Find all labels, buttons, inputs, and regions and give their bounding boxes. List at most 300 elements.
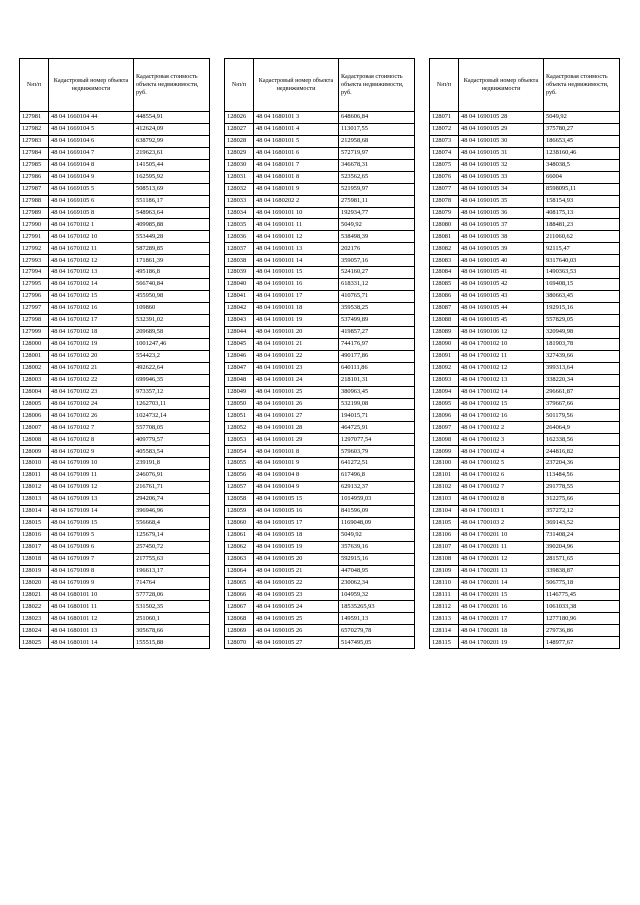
- cell-cadastral-number: 48 04 1700102 11: [459, 350, 544, 362]
- cell-row-number: 128104: [430, 505, 459, 517]
- cell-cadastral-number: 48 04 1690101 22: [254, 350, 339, 362]
- cell-row-number: 128102: [430, 482, 459, 494]
- cell-row-number: 128013: [20, 494, 49, 506]
- table-row: [430, 112, 620, 124]
- cell-cadastral-number: 48 04 1690101 17: [254, 291, 339, 303]
- cell-cadastral-value: 181903,78: [544, 338, 620, 350]
- cell-cadastral-value: 104959,32: [339, 589, 415, 601]
- cell-row-number: 128078: [430, 195, 459, 207]
- cell-cadastral-value: 390204,96: [544, 541, 620, 553]
- cell-cadastral-number: 48 04 1700201 16: [459, 601, 544, 613]
- cell-cadastral-number: 48 04 1700102 2: [459, 422, 544, 434]
- cell-row-number: 128052: [225, 422, 254, 434]
- cell-row-number: 128059: [225, 505, 254, 517]
- cell-row-number: 128112: [430, 601, 459, 613]
- cell-row-number: 128110: [430, 577, 459, 589]
- cell-cadastral-value: 196613,17: [134, 565, 210, 577]
- cell-cadastral-number: 48 04 1669105 5: [49, 183, 134, 195]
- cell-cadastral-number: 48 04 1670102 24: [49, 398, 134, 410]
- cell-row-number: 128072: [430, 123, 459, 135]
- cell-cadastral-value: 629132,37: [339, 482, 415, 494]
- cell-cadastral-value: 557829,05: [544, 314, 620, 326]
- cell-row-number: 127999: [20, 326, 49, 338]
- cell-cadastral-number: 48 04 1669104 6: [49, 135, 134, 147]
- cell-cadastral-value: 1024732,14: [134, 410, 210, 422]
- cell-cadastral-number: 48 04 1669105 6: [49, 195, 134, 207]
- cell-cadastral-number: 48 04 1690105 21: [254, 565, 339, 577]
- table-row: [20, 314, 210, 326]
- cell-cadastral-value: 5049,92: [544, 112, 620, 124]
- cell-row-number: 128107: [430, 541, 459, 553]
- cell-cadastral-number: 48 04 1679109 6: [49, 541, 134, 553]
- cell-cadastral-value: 9317640,03: [544, 255, 620, 267]
- table-row: [225, 326, 415, 338]
- cell-cadastral-value: 841596,09: [339, 505, 415, 517]
- cell-cadastral-value: 579603,79: [339, 446, 415, 458]
- cell-row-number: 128095: [430, 398, 459, 410]
- table-row: [20, 183, 210, 195]
- cell-row-number: 128047: [225, 362, 254, 374]
- cell-cadastral-number: 48 04 1690101 20: [254, 326, 339, 338]
- cell-cadastral-number: 48 04 1680101 9: [254, 183, 339, 195]
- table-row: [430, 207, 620, 219]
- cell-row-number: 128057: [225, 482, 254, 494]
- table-row: [430, 565, 620, 577]
- table-row: [20, 541, 210, 553]
- cell-cadastral-number: 48 04 1700102 7: [459, 482, 544, 494]
- cell-row-number: 127996: [20, 291, 49, 303]
- table-row: [430, 350, 620, 362]
- table-row: [20, 279, 210, 291]
- cell-cadastral-value: 320949,98: [544, 326, 620, 338]
- cell-cadastral-value: 617496,8: [339, 470, 415, 482]
- cell-row-number: 127990: [20, 219, 49, 231]
- cell-row-number: 128038: [225, 255, 254, 267]
- cell-cadastral-number: 48 04 1690101 21: [254, 338, 339, 350]
- cell-cadastral-number: 48 04 1690101 19: [254, 314, 339, 326]
- cell-cadastral-value: 1297077,54: [339, 434, 415, 446]
- cell-cadastral-value: 380663,45: [544, 291, 620, 303]
- cell-row-number: 128101: [430, 470, 459, 482]
- cell-cadastral-number: 48 04 1690105 41: [459, 267, 544, 279]
- cell-cadastral-value: 554423,2: [134, 350, 210, 362]
- cell-cadastral-value: 1061033,38: [544, 601, 620, 613]
- table-header-row: [20, 59, 210, 112]
- cell-row-number: 127994: [20, 267, 49, 279]
- cell-cadastral-number: 48 04 1690101 16: [254, 279, 339, 291]
- cell-cadastral-number: 48 04 1670102 1: [49, 219, 134, 231]
- cell-row-number: 128012: [20, 482, 49, 494]
- cell-cadastral-value: 194015,71: [339, 410, 415, 422]
- cell-cadastral-value: 551186,17: [134, 195, 210, 207]
- cell-cadastral-number: 48 04 1680101 12: [49, 613, 134, 625]
- table-row: [430, 422, 620, 434]
- cell-row-number: 128028: [225, 135, 254, 147]
- cell-cadastral-value: 577728,06: [134, 589, 210, 601]
- cell-cadastral-number: 48 04 1690105 25: [254, 613, 339, 625]
- table-row: [20, 434, 210, 446]
- table-row: [225, 112, 415, 124]
- table-row: [225, 195, 415, 207]
- table-row: [225, 637, 415, 649]
- cell-cadastral-value: 211060,62: [544, 231, 620, 243]
- cell-row-number: 128064: [225, 565, 254, 577]
- cell-row-number: 128010: [20, 458, 49, 470]
- cell-cadastral-number: 48 04 1670102 26: [49, 410, 134, 422]
- cell-cadastral-value: 244816,82: [544, 446, 620, 458]
- column-header-cadastral-value: Кадастровая стоимость объекта недвижимости, руб.: [134, 59, 210, 112]
- table-row: [225, 434, 415, 446]
- cell-row-number: 128022: [20, 601, 49, 613]
- cell-cadastral-value: 155515,88: [134, 637, 210, 649]
- cell-cadastral-value: 369143,52: [544, 517, 620, 529]
- cell-cadastral-number: 48 04 1690105 30: [459, 135, 544, 147]
- cell-cadastral-number: 48 04 1679109 11: [49, 470, 134, 482]
- cell-cadastral-number: 48 04 1660104 44: [49, 112, 134, 124]
- cell-cadastral-number: 48 04 1679109 13: [49, 494, 134, 506]
- cell-row-number: 128097: [430, 422, 459, 434]
- cell-row-number: 128033: [225, 195, 254, 207]
- cell-row-number: 128105: [430, 517, 459, 529]
- table-row: [225, 159, 415, 171]
- cell-cadastral-number: 48 04 1679109 15: [49, 517, 134, 529]
- cell-row-number: 128014: [20, 505, 49, 517]
- cell-cadastral-value: 714764: [134, 577, 210, 589]
- cell-cadastral-value: 264064,9: [544, 422, 620, 434]
- cell-row-number: 128077: [430, 183, 459, 195]
- table-row: [430, 637, 620, 649]
- cell-cadastral-number: 48 04 1690101 29: [254, 434, 339, 446]
- cell-cadastral-number: 48 04 1680101 13: [49, 625, 134, 637]
- cell-cadastral-value: 508513,69: [134, 183, 210, 195]
- cell-row-number: 128051: [225, 410, 254, 422]
- cell-cadastral-value: 66004: [544, 171, 620, 183]
- cell-cadastral-number: 48 04 1690105 36: [459, 207, 544, 219]
- cell-row-number: 127983: [20, 135, 49, 147]
- cell-cadastral-number: 48 04 1690105 20: [254, 553, 339, 565]
- table-row: [430, 291, 620, 303]
- table-row: [225, 494, 415, 506]
- table-row: [430, 529, 620, 541]
- table-row: [20, 147, 210, 159]
- cell-row-number: 128001: [20, 350, 49, 362]
- cell-cadastral-number: 48 04 1690105 42: [459, 279, 544, 291]
- cell-row-number: 128073: [430, 135, 459, 147]
- cell-cadastral-number: 48 04 1679109 12: [49, 482, 134, 494]
- cell-cadastral-number: 48 04 1679109 10: [49, 458, 134, 470]
- cell-cadastral-value: 375780,27: [544, 123, 620, 135]
- cell-row-number: 128056: [225, 470, 254, 482]
- cell-row-number: 128074: [430, 147, 459, 159]
- table-row: [430, 446, 620, 458]
- cell-cadastral-number: 48 04 1690101 13: [254, 243, 339, 255]
- table-row: [20, 231, 210, 243]
- cell-cadastral-number: 48 04 1690105 31: [459, 147, 544, 159]
- cell-cadastral-number: 48 04 1690105 39: [459, 243, 544, 255]
- cell-cadastral-value: 305678,66: [134, 625, 210, 637]
- cell-row-number: 128115: [430, 637, 459, 649]
- table-row: [20, 303, 210, 315]
- cell-row-number: 127993: [20, 255, 49, 267]
- cell-cadastral-number: 48 04 1690105 28: [459, 112, 544, 124]
- table-row: [225, 398, 415, 410]
- cell-cadastral-value: 553449,28: [134, 231, 210, 243]
- cell-row-number: 128006: [20, 410, 49, 422]
- table-row: [20, 255, 210, 267]
- cell-cadastral-value: 1169048,09: [339, 517, 415, 529]
- table-row: [430, 398, 620, 410]
- cell-cadastral-number: 48 04 1700102 16: [459, 410, 544, 422]
- table-row: [20, 637, 210, 649]
- cell-cadastral-number: 48 04 1690105 32: [459, 159, 544, 171]
- cell-cadastral-number: 48 04 1690105 38: [459, 231, 544, 243]
- table-row: [430, 183, 620, 195]
- table-row: [20, 374, 210, 386]
- cell-cadastral-number: 48 04 1690105 16: [254, 505, 339, 517]
- cell-row-number: 128067: [225, 601, 254, 613]
- table-row: [20, 112, 210, 124]
- cell-row-number: 128032: [225, 183, 254, 195]
- table-row: [225, 553, 415, 565]
- table-row: [20, 362, 210, 374]
- cell-cadastral-number: 48 04 1669105 8: [49, 207, 134, 219]
- table-row: [20, 207, 210, 219]
- table-row: [225, 338, 415, 350]
- cell-cadastral-value: 524160,27: [339, 267, 415, 279]
- cell-cadastral-number: 48 04 1700102 8: [459, 494, 544, 506]
- cell-cadastral-number: 48 04 1700103 2: [459, 517, 544, 529]
- table-row: [20, 243, 210, 255]
- cell-cadastral-value: 202176: [339, 243, 415, 255]
- cell-cadastral-value: 1238160,46: [544, 147, 620, 159]
- cell-cadastral-value: 188481,23: [544, 219, 620, 231]
- cell-cadastral-number: 48 04 1680101 4: [254, 123, 339, 135]
- cell-cadastral-number: 48 04 1680101 6: [254, 147, 339, 159]
- table-row: [430, 303, 620, 315]
- cell-row-number: 128048: [225, 374, 254, 386]
- cell-cadastral-value: 572719,97: [339, 147, 415, 159]
- cell-cadastral-value: 592915,16: [339, 553, 415, 565]
- table-row: [20, 553, 210, 565]
- table-row: [20, 625, 210, 637]
- cell-cadastral-number: 48 04 1690101 12: [254, 231, 339, 243]
- cell-cadastral-value: 538498,39: [339, 231, 415, 243]
- cell-row-number: 128039: [225, 267, 254, 279]
- cell-cadastral-number: 48 04 1680101 8: [254, 171, 339, 183]
- cell-row-number: 128090: [430, 338, 459, 350]
- cell-cadastral-number: 48 04 1700102 5: [459, 458, 544, 470]
- cell-cadastral-number: 48 04 1680101 14: [49, 637, 134, 649]
- cell-row-number: 128034: [225, 207, 254, 219]
- cell-cadastral-number: 48 04 1700102 14: [459, 386, 544, 398]
- cell-cadastral-number: 48 04 1700102 3: [459, 434, 544, 446]
- table-row: [225, 314, 415, 326]
- cell-cadastral-value: 294206,74: [134, 494, 210, 506]
- table-row: [430, 601, 620, 613]
- cell-cadastral-value: 419857,27: [339, 326, 415, 338]
- table-row: [430, 326, 620, 338]
- cell-cadastral-number: 48 04 1690101 11: [254, 219, 339, 231]
- table-header-row: [430, 59, 620, 112]
- table-row: [430, 338, 620, 350]
- cell-row-number: 127998: [20, 314, 49, 326]
- cell-cadastral-value: 216761,71: [134, 482, 210, 494]
- cell-cadastral-number: 48 04 1670102 16: [49, 303, 134, 315]
- cell-row-number: 128108: [430, 553, 459, 565]
- cell-cadastral-value: 291778,55: [544, 482, 620, 494]
- cell-row-number: 128024: [20, 625, 49, 637]
- cell-row-number: 128094: [430, 386, 459, 398]
- table-row: [430, 386, 620, 398]
- cell-row-number: 127997: [20, 303, 49, 315]
- cell-row-number: 128019: [20, 565, 49, 577]
- cell-cadastral-number: 48 04 1700102 4: [459, 446, 544, 458]
- cell-row-number: 128079: [430, 207, 459, 219]
- cell-cadastral-value: 162338,56: [544, 434, 620, 446]
- cell-row-number: 128011: [20, 470, 49, 482]
- cell-cadastral-number: 48 04 1690105 24: [254, 601, 339, 613]
- table-row: [225, 565, 415, 577]
- cell-cadastral-number: 48 04 1690105 27: [254, 637, 339, 649]
- table-row: [430, 517, 620, 529]
- table-row: [20, 326, 210, 338]
- table-row: [430, 541, 620, 553]
- cell-cadastral-number: 48 04 1690101 25: [254, 386, 339, 398]
- cell-cadastral-value: 239191,8: [134, 458, 210, 470]
- table-row: [20, 159, 210, 171]
- cell-cadastral-value: 379667,66: [544, 398, 620, 410]
- cell-row-number: 128054: [225, 446, 254, 458]
- cell-cadastral-number: 48 04 1679109 14: [49, 505, 134, 517]
- cell-row-number: 128049: [225, 386, 254, 398]
- cell-cadastral-value: 587289,85: [134, 243, 210, 255]
- table-row: [20, 517, 210, 529]
- cell-row-number: 128085: [430, 279, 459, 291]
- cell-cadastral-number: 48 04 1679109 5: [49, 529, 134, 541]
- cell-cadastral-number: 48 04 1670102 12: [49, 255, 134, 267]
- cell-cadastral-number: 48 04 1690101 26: [254, 398, 339, 410]
- cell-cadastral-number: 48 04 1670102 9: [49, 446, 134, 458]
- cell-cadastral-value: 405583,54: [134, 446, 210, 458]
- cell-cadastral-number: 48 04 1690105 22: [254, 577, 339, 589]
- cell-cadastral-number: 48 04 1690101 24: [254, 374, 339, 386]
- cell-row-number: 128082: [430, 243, 459, 255]
- table-row: [225, 123, 415, 135]
- cell-cadastral-value: 5147495,05: [339, 637, 415, 649]
- cell-cadastral-number: 48 04 1670102 14: [49, 279, 134, 291]
- cell-row-number: 128045: [225, 338, 254, 350]
- cell-row-number: 128075: [430, 159, 459, 171]
- table-row: [20, 135, 210, 147]
- table-row: [430, 279, 620, 291]
- cell-row-number: 128087: [430, 303, 459, 315]
- table-row: [225, 291, 415, 303]
- cell-row-number: 127989: [20, 207, 49, 219]
- cell-cadastral-value: 1262703,11: [134, 398, 210, 410]
- cell-cadastral-value: 618331,12: [339, 279, 415, 291]
- table-row: [225, 243, 415, 255]
- table-row: [20, 565, 210, 577]
- cell-cadastral-value: 1490363,53: [544, 267, 620, 279]
- cell-cadastral-number: 48 04 1670102 10: [49, 231, 134, 243]
- cell-cadastral-number: 48 04 1690101 27: [254, 410, 339, 422]
- cell-row-number: 128076: [430, 171, 459, 183]
- table-row: [225, 625, 415, 637]
- cell-cadastral-value: 409985,88: [134, 219, 210, 231]
- cell-cadastral-value: 521959,97: [339, 183, 415, 195]
- table-row: [430, 494, 620, 506]
- cell-row-number: 128113: [430, 613, 459, 625]
- column-header-cadastral-number: Кадастровый номер объекта недвижимости: [459, 59, 544, 112]
- cell-cadastral-number: 48 04 1690101 28: [254, 422, 339, 434]
- table-row: [430, 123, 620, 135]
- cell-row-number: 127995: [20, 279, 49, 291]
- cell-cadastral-number: 48 04 1700102 15: [459, 398, 544, 410]
- cell-cadastral-value: 125679,14: [134, 529, 210, 541]
- cell-cadastral-value: 158154,93: [544, 195, 620, 207]
- table-row: [20, 505, 210, 517]
- table-row: [430, 267, 620, 279]
- cell-cadastral-number: 48 04 1690105 44: [459, 303, 544, 315]
- cell-cadastral-number: 48 04 1669104 9: [49, 171, 134, 183]
- table-row: [430, 410, 620, 422]
- cell-cadastral-value: 1146775,45: [544, 589, 620, 601]
- cell-row-number: 128084: [430, 267, 459, 279]
- cell-row-number: 127985: [20, 159, 49, 171]
- table-row: [430, 374, 620, 386]
- cell-cadastral-value: 557708,05: [134, 422, 210, 434]
- cell-row-number: 128098: [430, 434, 459, 446]
- cell-row-number: 128109: [430, 565, 459, 577]
- cell-cadastral-value: 279736,86: [544, 625, 620, 637]
- cell-row-number: 128041: [225, 291, 254, 303]
- table-row: [225, 482, 415, 494]
- cell-cadastral-value: 217755,63: [134, 553, 210, 565]
- table-row: [225, 147, 415, 159]
- cell-cadastral-value: 92115,47: [544, 243, 620, 255]
- cell-row-number: 128070: [225, 637, 254, 649]
- cell-row-number: 128055: [225, 458, 254, 470]
- table-row: [430, 458, 620, 470]
- cell-cadastral-number: 48 04 1690101 8: [254, 446, 339, 458]
- cell-cadastral-value: 408175,13: [544, 207, 620, 219]
- cell-row-number: 128053: [225, 434, 254, 446]
- table-row: [430, 482, 620, 494]
- table-row: [20, 470, 210, 482]
- table-row: [430, 255, 620, 267]
- cell-cadastral-number: 48 04 1670102 19: [49, 338, 134, 350]
- cell-cadastral-value: 348038,5: [544, 159, 620, 171]
- cell-cadastral-value: 1277180,96: [544, 613, 620, 625]
- table-row: [430, 577, 620, 589]
- cell-cadastral-value: 490177,86: [339, 350, 415, 362]
- cell-row-number: 128018: [20, 553, 49, 565]
- cell-cadastral-value: 357272,12: [544, 505, 620, 517]
- cell-cadastral-value: 6570279,78: [339, 625, 415, 637]
- cell-row-number: 128021: [20, 589, 49, 601]
- cell-row-number: 128029: [225, 147, 254, 159]
- cell-cadastral-number: 48 04 1690104 9: [254, 482, 339, 494]
- cell-cadastral-value: 251060,1: [134, 613, 210, 625]
- column-header-num: №п/п: [430, 59, 459, 112]
- cell-cadastral-number: 48 04 1700201 18: [459, 625, 544, 637]
- cell-cadastral-number: 48 04 1690105 26: [254, 625, 339, 637]
- cell-cadastral-number: 48 04 1690105 43: [459, 291, 544, 303]
- cell-cadastral-number: 48 04 1690105 19: [254, 541, 339, 553]
- table-row: [430, 231, 620, 243]
- cell-row-number: 128069: [225, 625, 254, 637]
- cell-cadastral-number: 48 04 1670102 11: [49, 243, 134, 255]
